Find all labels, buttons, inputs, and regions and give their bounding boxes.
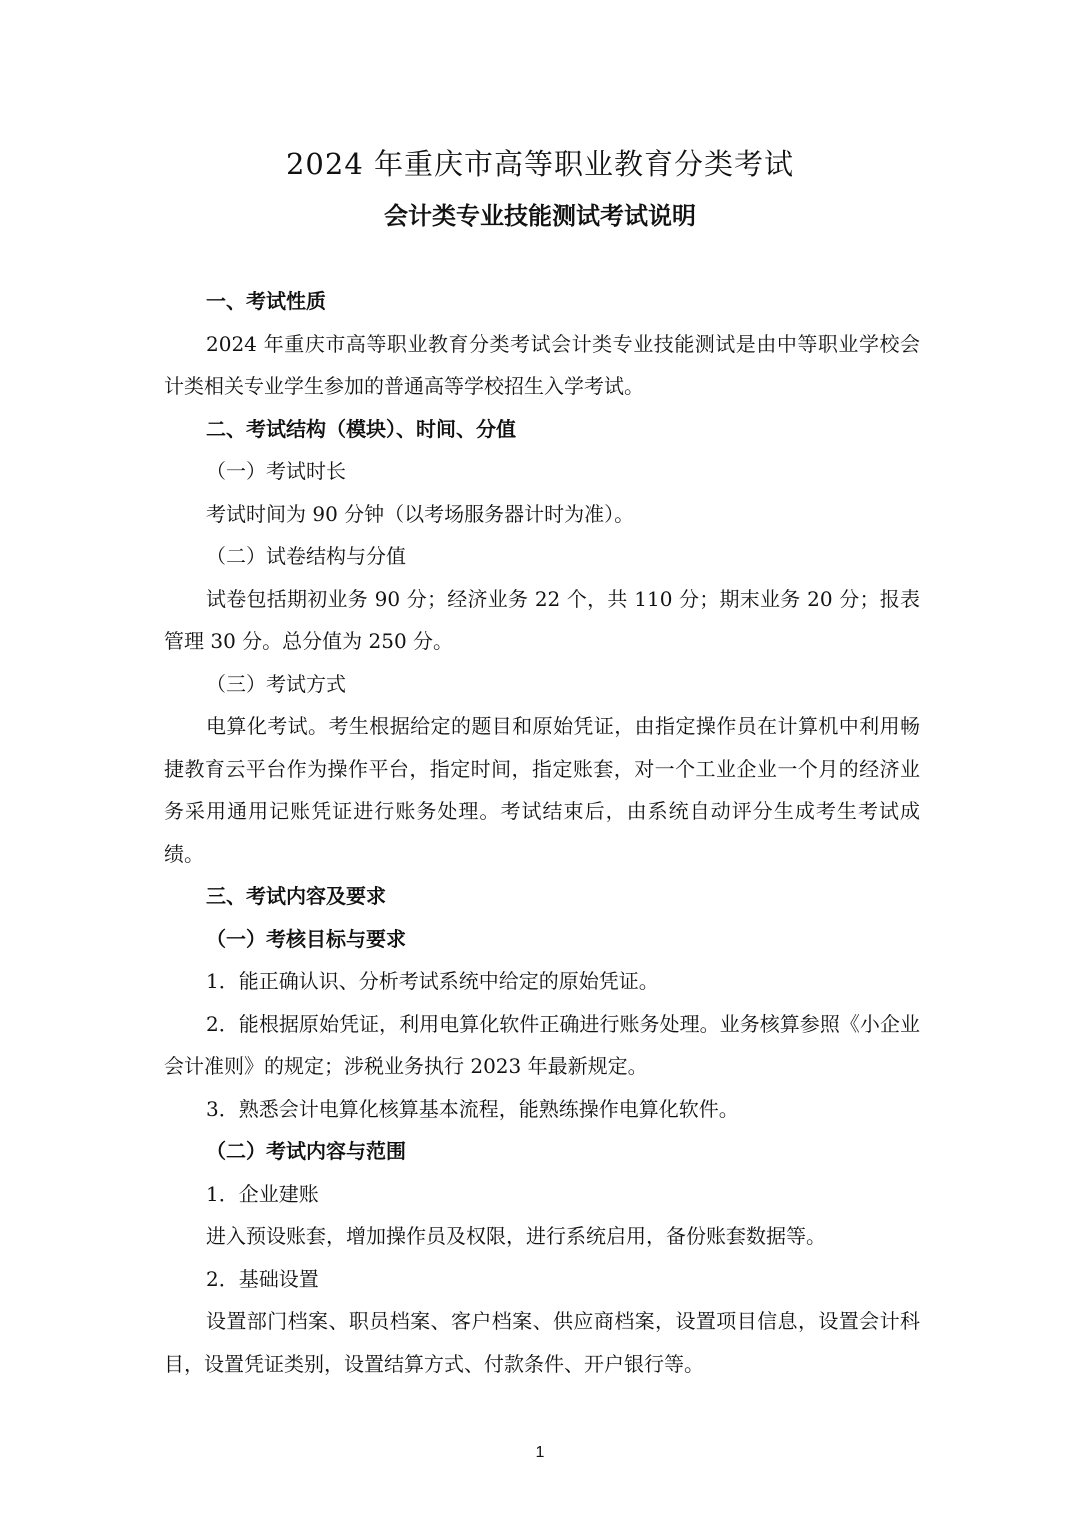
list-item-objective-1: 1．能正确认识、分析考试系统中给定的原始凭证。 [206, 969, 659, 993]
paragraph-method: 电算化考试。考生根据给定的题目和原始凭证，由指定操作员在计算机中利用畅捷教育云平台作为操作平台，指定时间，指定账套，对一个工业企业一个月的经济业务采用通用记账凭证进行账务处理。考试结束后，由系统自动评分生成考生考试成绩。 [164, 714, 920, 866]
page-number: 1 [535, 1444, 545, 1461]
paragraph-score: 试卷包括期初业务 90 分；经济业务 22 个，共 110 分；期末业务 20 分；报表管理 30 分。总分值为 250 分。 [164, 586, 920, 653]
document-title: 2024 年重庆市高等职业教育分类考试 [285, 147, 795, 181]
list-item-scope-2: 2．基础设置 [206, 1266, 319, 1291]
list-item-objective-3: 3．熟悉会计电算化核算基本流程，能熟练操作电算化软件。 [206, 1096, 739, 1121]
subsection-heading-objectives: （一）考核目标与要求 [206, 926, 406, 951]
section-heading-nature: 一、考试性质 [206, 289, 326, 313]
paragraph-duration: 考试时间为 90 分钟（以考场服务器计时为准）。 [206, 501, 635, 526]
list-item-scope-1: 1．企业建账 [206, 1181, 319, 1206]
subsection-heading-duration: （一）考试时长 [206, 459, 346, 483]
section-heading-content: 三、考试内容及要求 [206, 884, 386, 908]
paragraph-scope-1: 进入预设账套，增加操作员及权限，进行系统启用，备份账套数据等。 [206, 1224, 826, 1248]
paragraph-scope-2: 设置部门档案、职员档案、客户档案、供应商档案，设置项目信息，设置会计科目，设置凭证类别，设置结算方式、付款条件、开户银行等。 [164, 1309, 920, 1376]
section-heading-structure: 二、考试结构（模块）、时间、分值 [206, 416, 516, 441]
section-paragraph-nature: 2024 年重庆市高等职业教育分类考试会计类专业技能测试是由中等职业学校会计类相关专业学生参加的普通高等学校招生入学考试。 [164, 331, 920, 398]
document-subtitle: 会计类专业技能测试考试说明 [384, 202, 696, 230]
subsection-heading-score: （二）试卷结构与分值 [206, 544, 406, 568]
subsection-heading-method: （三）考试方式 [206, 671, 346, 696]
document-body [164, 280, 920, 1385]
subsection-heading-scope: （二）考试内容与范围 [206, 1139, 406, 1163]
list-item-objective-2: 2．能根据原始凭证，利用电算化软件正确进行账务处理。业务核算参照《小企业会计准则》的规定；涉税业务执行 2023 年最新规定。 [164, 1011, 920, 1078]
